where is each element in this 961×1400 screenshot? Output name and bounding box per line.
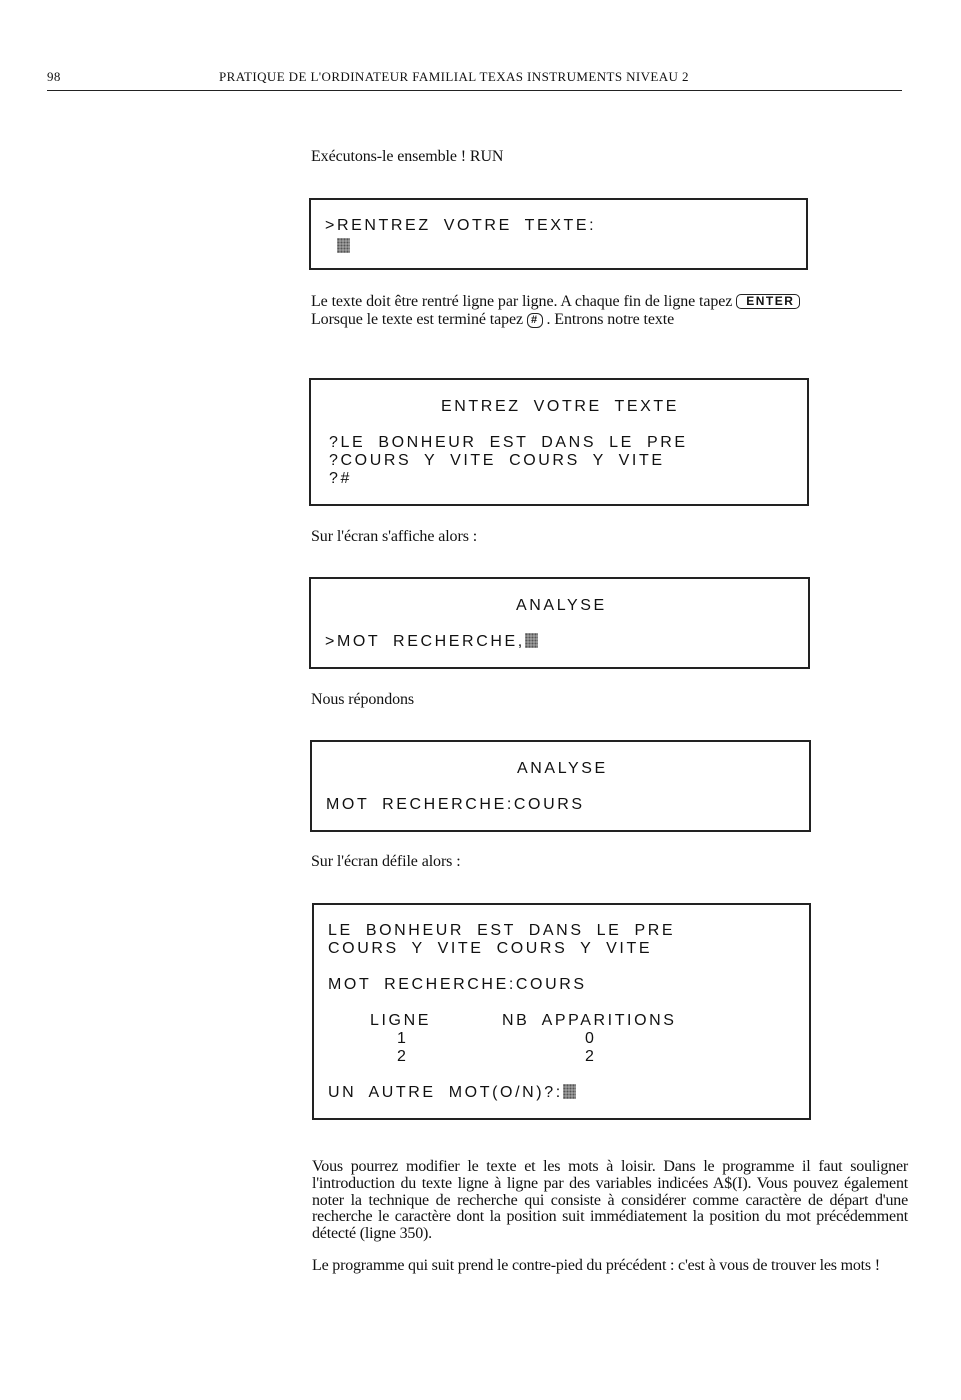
column-header-nb-apparitions: NB APPARITIONS [502,1012,677,1029]
column-header-ligne: LIGNE [370,1012,432,1029]
instructions-text2: Lorsque le texte est terminé tapez [311,311,524,328]
cursor-icon [337,238,350,253]
screen2-title: ENTREZ VOTRE TEXTE [441,398,680,415]
screen-analyse-prompt [309,577,810,669]
screen-analyse-reponse [310,740,811,832]
screen1-line1: >RENTREZ VOTRE TEXTE: [325,217,597,234]
enter-key-icon: ENTER [736,294,800,309]
table-row-1-ligne: 1 [397,1030,409,1047]
instructions-text1: Le texte doit être rentré ligne par ligne. A chaque fin de ligne tapez [311,293,733,310]
table-row-2-nb: 2 [585,1048,597,1065]
page-number: 98 [47,69,61,84]
screen-rentrez-texte [309,198,808,270]
screen5-line3: MOT RECHERCHE:COURS [328,976,587,993]
page-header [47,66,902,91]
hash-key-icon: # [527,313,543,328]
caption-affiche: Sur l'écran s'affiche alors : [311,528,478,545]
table-row-1-nb: 0 [585,1030,597,1047]
intro-text: Exécutons-le ensemble ! RUN [311,148,504,165]
table-row-2-ligne: 2 [397,1048,409,1065]
screen2-line1: ?LE BONHEUR EST DANS LE PRE [329,434,688,451]
screen5-line1: LE BONHEUR EST DANS LE PRE [328,922,676,939]
screen2-line3: ?# [329,470,352,487]
instructions-line2 [311,311,674,328]
screen4-line1: MOT RECHERCHE:COURS [326,796,585,813]
paragraph-explication: Vous pourrez modifier le texte et les mots à loisir. Dans le programme il faut souligner l'introduction du texte ligne à ligne par des variables indicées A$(I). Vous pouvez également noter la technique de recherche qui consiste à considérer comme caractère de départ d'une recherche le caractère dont la position suit immédiatement la position du mot précédemment détecté (ligne 350). [312,1158,908,1243]
caption-defile: Sur l'écran défile alors : [311,853,461,870]
screen3-title: ANALYSE [516,597,607,614]
paragraph-conclusion: Le programme qui suit prend le contre-pied du précédent : c'est à vous de trouver les mots ! [312,1257,880,1274]
running-title: PRATIQUE DE L'ORDINATEUR FAMILIAL TEXAS INSTRUMENTS NIVEAU 2 [219,69,689,84]
screen4-title: ANALYSE [517,760,608,777]
screen5-line2: COURS Y VITE COURS Y VITE [328,940,653,957]
cursor-icon [563,1084,576,1099]
screen2-line2: ?COURS Y VITE COURS Y VITE [329,452,665,469]
screen3-line1: >MOT RECHERCHE, [325,633,525,650]
cursor-icon [525,633,538,648]
instructions-text3: . Entrons notre texte [546,311,675,328]
screen-resultats [312,903,811,1120]
caption-repondons: Nous répondons [311,691,415,708]
screen5-prompt: UN AUTRE MOT(O/N)?: [328,1084,563,1101]
screen-entrez-texte [309,378,809,506]
instructions-line1 [311,293,800,310]
